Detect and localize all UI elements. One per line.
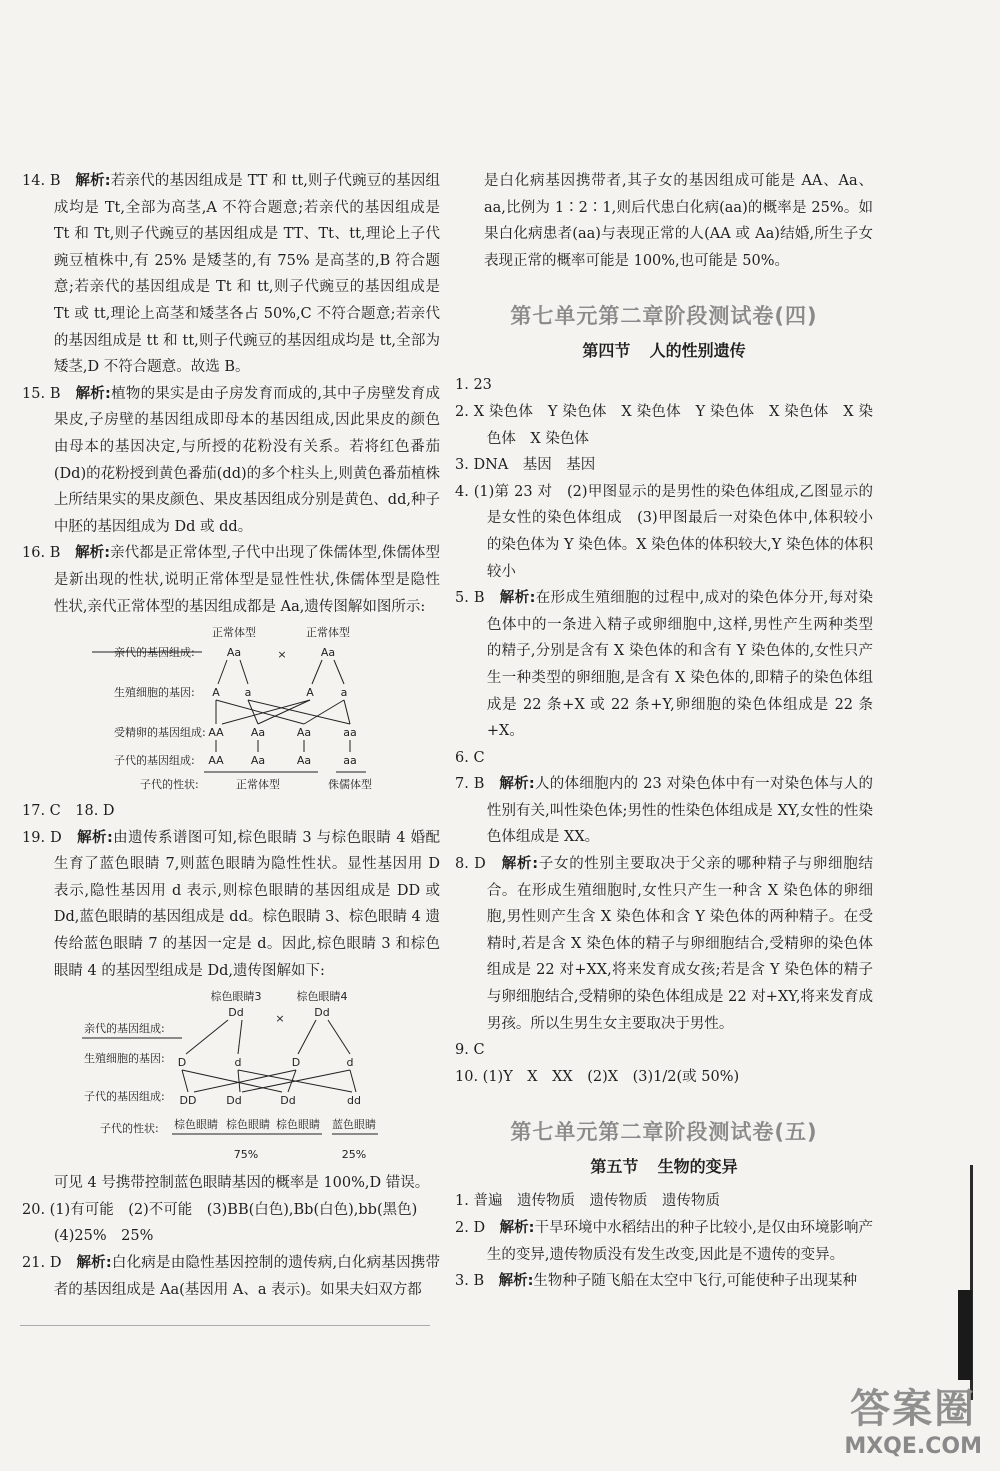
genetic-diagram-body-type — [22, 622, 440, 794]
d2-pct1: 75% — [233, 1148, 259, 1162]
d2-t0: 棕色眼睛 — [174, 1118, 218, 1132]
unit-title-4: 第七单元第二章阶段测试卷(四) — [510, 304, 818, 329]
genetic-diagram-eye-color — [22, 986, 440, 1166]
d2-c1: Dd — [226, 1094, 242, 1108]
answer-r2: 2. X 染色体 Y 染色体 X 染色体 Y 染色体 X 染色体 X 染色体 X 染色体 — [455, 403, 873, 447]
answer-r4: 4. (1)第 23 对 (2)甲图显示的是男性的染色体组成,乙图显示的是女性的染色体组成 (3)甲图最后一对染色体中,体积较小的染色体为 Y 染色体。X 染色体的体积较大,Y 染色体的体积较小 — [455, 483, 873, 580]
d1-p2: Aa — [320, 646, 336, 660]
d2-row-child: 子代的基因组成: — [84, 1090, 165, 1104]
answer-15: 15. B 解析:植物的果实是由子房发育而成的,其中子房壁发育成果皮,子房壁的基因组成即母本的基因组成,因此果皮的颜色由母本的基因决定,与所授的花粉没有关系。若将红色番茄(Dd)的花粉授到黄色番茄(dd)的多个柱头上,则黄色番茄植株上所结果实的果皮颜色、果皮基因组成分别是黄色、dd,种子中胚的基因组成为 Dd 或 dd。 — [22, 385, 440, 535]
d2-row-gamete: 生殖细胞的基因: — [84, 1052, 165, 1066]
watermark-logo-text: 答案圈 — [850, 1386, 977, 1432]
d1-c1: Aa — [250, 754, 266, 768]
d1-trait-normal: 正常体型 — [236, 778, 280, 792]
d1-z1: Aa — [250, 726, 266, 740]
bottom-rule — [20, 1325, 430, 1326]
d2-t1: 棕色眼睛 — [226, 1118, 270, 1132]
answer-s1: 1. 普遍 遗传物质 遗传物质 遗传物质 — [455, 1193, 720, 1210]
d1-parent1-title: 正常体型 — [212, 626, 256, 640]
answer-20a: 20. (1)有可能 (2)不可能 (3)BB(白色),Bb(白色),bb(黑色) — [22, 1201, 418, 1218]
d2-g0: D — [177, 1056, 187, 1070]
answer-21: 21. D 解析:白化病是由隐性基因控制的遗传病,白化病基因携带者的基因组成是 Aa(基因用 A、a 表示)。如果夫妇双方都 — [22, 1255, 441, 1298]
right-column — [455, 168, 873, 1295]
section-title-4: 第四节 人的性别遗传 — [582, 341, 746, 361]
d1-z0: AA — [208, 726, 224, 740]
d1-row-zygote: 受精卵的基因组成: — [114, 726, 206, 740]
answer-r1: 1. 23 — [455, 377, 492, 394]
d1-row-trait: 子代的性状: — [140, 778, 199, 792]
d1-row-gamete: 生殖细胞的基因: — [114, 686, 195, 700]
answer-17-18: 17. C 18. D — [22, 803, 115, 820]
d1-cross: × — [277, 648, 287, 662]
d1-c3: aa — [343, 754, 357, 768]
d1-row-child: 子代的基因组成: — [114, 754, 195, 768]
answer-16: 16. B 解析:亲代都是正常体型,子代中出现了侏儒体型,侏儒体型是新出现的性状,说明正常体型是显性性状,侏儒体型是隐性性状,亲代正常体型的基因组成都是 Aa,遗传图解如图所示: — [22, 545, 441, 615]
answer-r8: 8. D 解析:子女的性别主要取决于父亲的哪种精子与卵细胞结合。在形成生殖细胞时,女性只产生一种含 X 染色体的卵细胞,男性则产生含 X 染色体和含 Y 染色体的两种精子。在受精时,若是含 X 染色体的精子与卵细胞结合,受精卵的染色体组成是 22 对+XX,将来发育成女孩;若是含 Y 染色体的精子与卵细胞结合,受精卵的染色体组成是 22 对+XY,将来发育成男孩。所以生男生女主要取决于男性。 — [455, 856, 873, 1032]
answer-20b: (4)25% 25% — [53, 1228, 154, 1245]
d2-parent2-title: 棕色眼睛4 — [296, 990, 348, 1004]
watermark — [844, 1377, 982, 1459]
d1-g3: a — [340, 686, 348, 700]
d1-z2: Aa — [296, 726, 312, 740]
answer-r3: 3. DNA 基因 基因 — [455, 457, 596, 474]
d2-g2: D — [291, 1056, 301, 1070]
d1-c0: AA — [208, 754, 224, 768]
binding-edge-shadow — [958, 1290, 972, 1380]
answer-r9: 9. C — [455, 1042, 485, 1059]
d2-g1: d — [234, 1056, 242, 1070]
d1-trait-dwarf: 侏儒体型 — [328, 778, 372, 792]
d2-t2: 棕色眼睛 — [276, 1118, 320, 1132]
d1-g2: A — [306, 686, 314, 700]
answer-s3: 3. B 解析:生物种子随飞船在太空中飞行,可能使种子出现某种 — [455, 1273, 858, 1290]
d1-p1: Aa — [226, 646, 242, 660]
d2-t3: 蓝色眼睛 — [332, 1118, 376, 1132]
unit-title-5: 第七单元第二章阶段测试卷(五) — [510, 1120, 818, 1145]
d1-row-parent: 亲代的基因组成: — [114, 646, 195, 660]
d1-z3: aa — [343, 726, 357, 740]
answer-r5: 5. B 解析:在形成生殖细胞的过程中,成对的染色体分开,每对染色体中的一条进入精子或卵细胞中,这样,男性产生两种类型的精子,分别是含有 X 染色体的和含有 Y 染色体的,女性只产生一种类型的卵细胞,是含有 X 染色体的,即精子的染色体组成是 22 条+X 或 22 条+Y,卵细胞的染色体组成是 22 条+X。 — [455, 590, 874, 740]
d1-c2: Aa — [296, 754, 312, 768]
d2-c2: Dd — [280, 1094, 296, 1108]
answer-r6: 6. C — [455, 749, 485, 766]
answer-19-tail: 可见 4 号携带控制蓝色眼睛基因的概率是 100%,D 错误。 — [53, 1175, 430, 1192]
d1-g1: a — [244, 686, 252, 700]
answer-14: 14. B 解析:若亲代的基因组成是 TT 和 tt,则子代豌豆的基因组成均是 Tt,全部为高茎,A 不符合题意;若亲代的基因组成是 Tt 和 Tt,则子代豌豆的基因组成是 TT、Tt、tt,理论上子代豌豆植株中,有 25% 是矮茎的,有 75% 是高茎的,B 符合题意;若亲代的基因组成是 Tt 和 tt,则子代豌豆的基因组成是 Tt 或 tt,理论上高茎和矮茎各占 50%,C 不符合题意;若亲代的基因组成是 tt 和 tt,则子代豌豆的基因组成均是 tt,全部为矮茎,D 不符合题意。故选 B。 — [22, 173, 440, 376]
left-column — [22, 168, 440, 1303]
section-title-5: 第五节 生物的变异 — [590, 1157, 738, 1177]
d2-row-trait: 子代的性状: — [100, 1122, 159, 1136]
d2-pct2: 25% — [341, 1148, 367, 1162]
d2-row-parent: 亲代的基因组成: — [84, 1022, 165, 1036]
d2-cross: × — [275, 1012, 285, 1026]
d2-g3: d — [346, 1056, 354, 1070]
d2-c3: dd — [347, 1094, 361, 1108]
answer-r7: 7. B 解析:人的体细胞内的 23 对染色体中有一对染色体与人的性别有关,叫性染色体;男性的性染色体组成是 XY,女性的性染色体组成是 XX。 — [455, 776, 873, 846]
watermark-url: MXQE.COM — [844, 1434, 982, 1459]
answer-s2: 2. D 解析:干旱环境中水稻结出的种子比较小,是仅由环境影响产生的变异,遗传物质没有发生改变,因此是不遗传的变异。 — [455, 1220, 874, 1263]
d2-p2: Dd — [314, 1006, 330, 1020]
answer-21-cont: 是白化病基因携带者,其子女的基因组成可能是 AA、Aa、aa,比例为 1∶2∶1,则后代患白化病(aa)的概率是 25%。如果白化病患者(aa)与表现正常的人(AA 或 Aa)结婚,所生子女表现正常的概率可能是 100%,也可能是 50%。 — [484, 173, 873, 269]
d2-parent1-title: 棕色眼睛3 — [210, 990, 262, 1004]
d2-c0: DD — [179, 1094, 197, 1108]
d2-p1: Dd — [228, 1006, 244, 1020]
answer-r10: 10. (1)Y X XX (2)X (3)1/2(或 50%) — [455, 1068, 740, 1085]
answer-19: 19. D 解析:由遗传系谱图可知,棕色眼睛 3 与棕色眼睛 4 婚配生育了蓝色眼睛 7,则蓝色眼睛为隐性性状。显性基因用 D 表示,隐性基因用 d 表示,则棕色眼睛的基因组成是 DD 或 Dd,蓝色眼睛的基因组成是 dd。棕色眼睛 3、棕色眼睛 4 遗传给蓝色眼睛 7 的基因一定是 d。因此,棕色眼睛 3 和棕色眼睛 4 的基因型组成是 Dd,遗传图解如下: — [22, 829, 440, 979]
d1-parent2-title: 正常体型 — [306, 626, 350, 640]
d1-g0: A — [212, 686, 220, 700]
